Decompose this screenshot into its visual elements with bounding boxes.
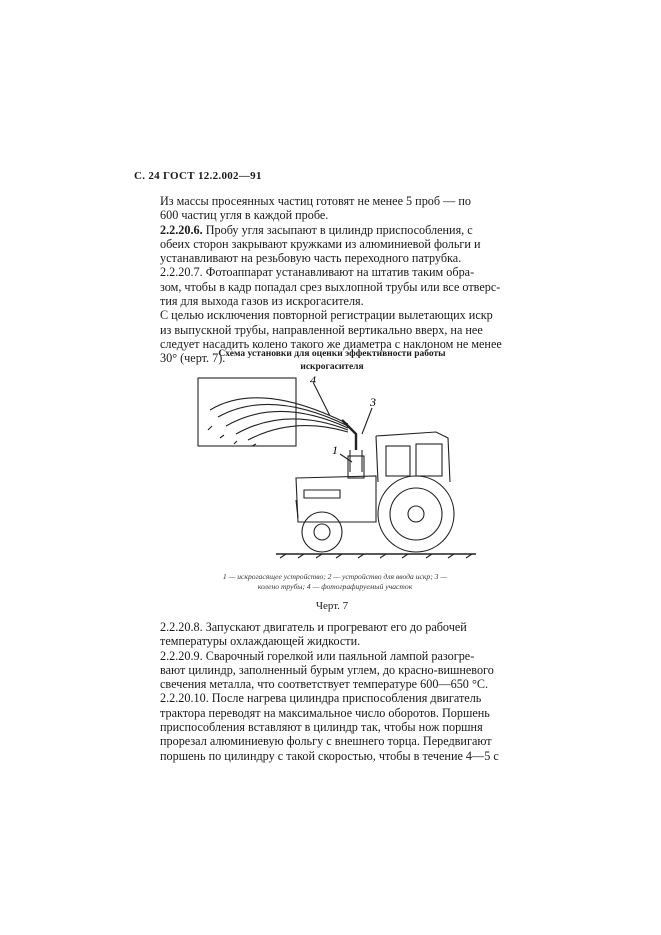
text-line: Запускают двигатель и прогревают его до рабочей <box>202 620 467 634</box>
paragraph <box>140 649 524 692</box>
paragraph <box>140 265 524 308</box>
rear-wheel <box>378 476 454 552</box>
spark-dashes <box>208 426 256 446</box>
text-line: вают цилиндр, заполненный бурым углем, до красно-вишневого <box>160 662 494 677</box>
spark-arc <box>226 411 348 428</box>
spark-arc <box>248 426 348 440</box>
text-block-bottom <box>140 620 524 763</box>
text-block-top <box>140 194 524 366</box>
text-line: Из массы просеянных частиц готовят не менее 5 проб — по <box>160 194 471 208</box>
text-line: устанавливают на резьбовую часть переходного патрубка. <box>160 251 462 266</box>
text-line: следует насадить колено такого же диаметра с наклоном не менее <box>160 336 502 351</box>
label-1: 1 <box>332 443 338 457</box>
text-line: Сварочный горелкой или паяльной лампой разогре- <box>202 648 475 663</box>
text-line: из выпускной трубы, направленной вертикально вверх, на нее <box>160 322 483 337</box>
text-line: свечения металла, что соответствует температуре 600—650 °С. <box>160 677 488 692</box>
text-line: тия для выхода газов из искрогасителя. <box>160 294 364 309</box>
paragraph <box>140 691 524 762</box>
text-line: приспособления вставляют в цилиндр так, чтобы нож поршня <box>160 720 483 735</box>
cab-door-window <box>416 444 442 476</box>
text-line: Пробу угля засыпают в цилиндр приспособления, с <box>202 222 473 237</box>
text-line: С целью исключения повторной регистрации вылетающих искр <box>160 308 493 323</box>
cab-front-post <box>376 436 378 482</box>
front-wheel <box>302 512 342 552</box>
label-4: 4 <box>310 373 316 387</box>
rear-wheel-rim <box>390 488 442 540</box>
text-line: После нагрева цилиндра приспособления двигатель <box>208 691 482 706</box>
page-header: С. 24 ГОСТ 12.2.002—91 <box>134 170 262 182</box>
leader-line-3 <box>362 408 372 434</box>
figure-title <box>140 348 524 374</box>
leader-line-4 <box>314 384 330 416</box>
text-line: температуры охлаждающей жидкости. <box>160 634 361 649</box>
text-line: прорезал алюминиевую фольгу с внешнего торца. Передвигают <box>160 734 492 749</box>
text-line: обеих сторон закрывают кружками из алюминиевой фольги и <box>160 236 481 251</box>
section-number: 2.2.20.10. <box>160 691 209 706</box>
tractor-hood <box>296 476 376 522</box>
figure-title-line: Схема установки для оценки эффективности работы <box>218 349 446 359</box>
text-line: трактора переводят на максимальное число оборотов. Поршень <box>160 705 490 720</box>
label-3: 3 <box>370 395 376 409</box>
paragraph <box>140 620 524 649</box>
paragraph <box>140 194 524 223</box>
text-line: поршень по цилиндру с такой скоростью, чтобы в течение 4—5 с <box>160 748 499 763</box>
rear-wheel-hub <box>408 506 424 522</box>
paragraph <box>140 223 524 266</box>
section-number: 2.2.20.9. <box>160 648 203 663</box>
text-line: 600 частиц угля в каждой пробе. <box>160 208 329 223</box>
legend-line: 1 — искрогасящее устройство; 2 — устройство для ввода искр; 3 — <box>222 572 448 581</box>
section-number: 2.2.20.8. <box>160 620 203 634</box>
engine-grille <box>304 490 340 498</box>
tractor-diagram <box>180 372 480 568</box>
exhaust-pipe <box>350 450 362 472</box>
figure-title-line: искрогасителя <box>300 362 364 372</box>
text-line: Фотоаппарат устанавливают на штатив таким обра- <box>202 265 475 280</box>
cab-window <box>386 446 410 476</box>
front-wheel-hub <box>314 524 330 540</box>
figure-legend <box>150 572 520 592</box>
text-line: 30° (черт. 7). <box>160 351 226 366</box>
figure-caption: Черт. 7 <box>315 600 349 612</box>
cab-roof <box>376 432 450 482</box>
legend-line: колено трубы; 4 — фотографируемый участок <box>257 582 413 591</box>
text-line: зом, чтобы в кадр попадал срез выхлопной трубы или все отверс- <box>160 279 501 294</box>
section-number: 2.2.20.6. <box>160 222 203 237</box>
section-number: 2.2.20.7. <box>160 265 203 280</box>
